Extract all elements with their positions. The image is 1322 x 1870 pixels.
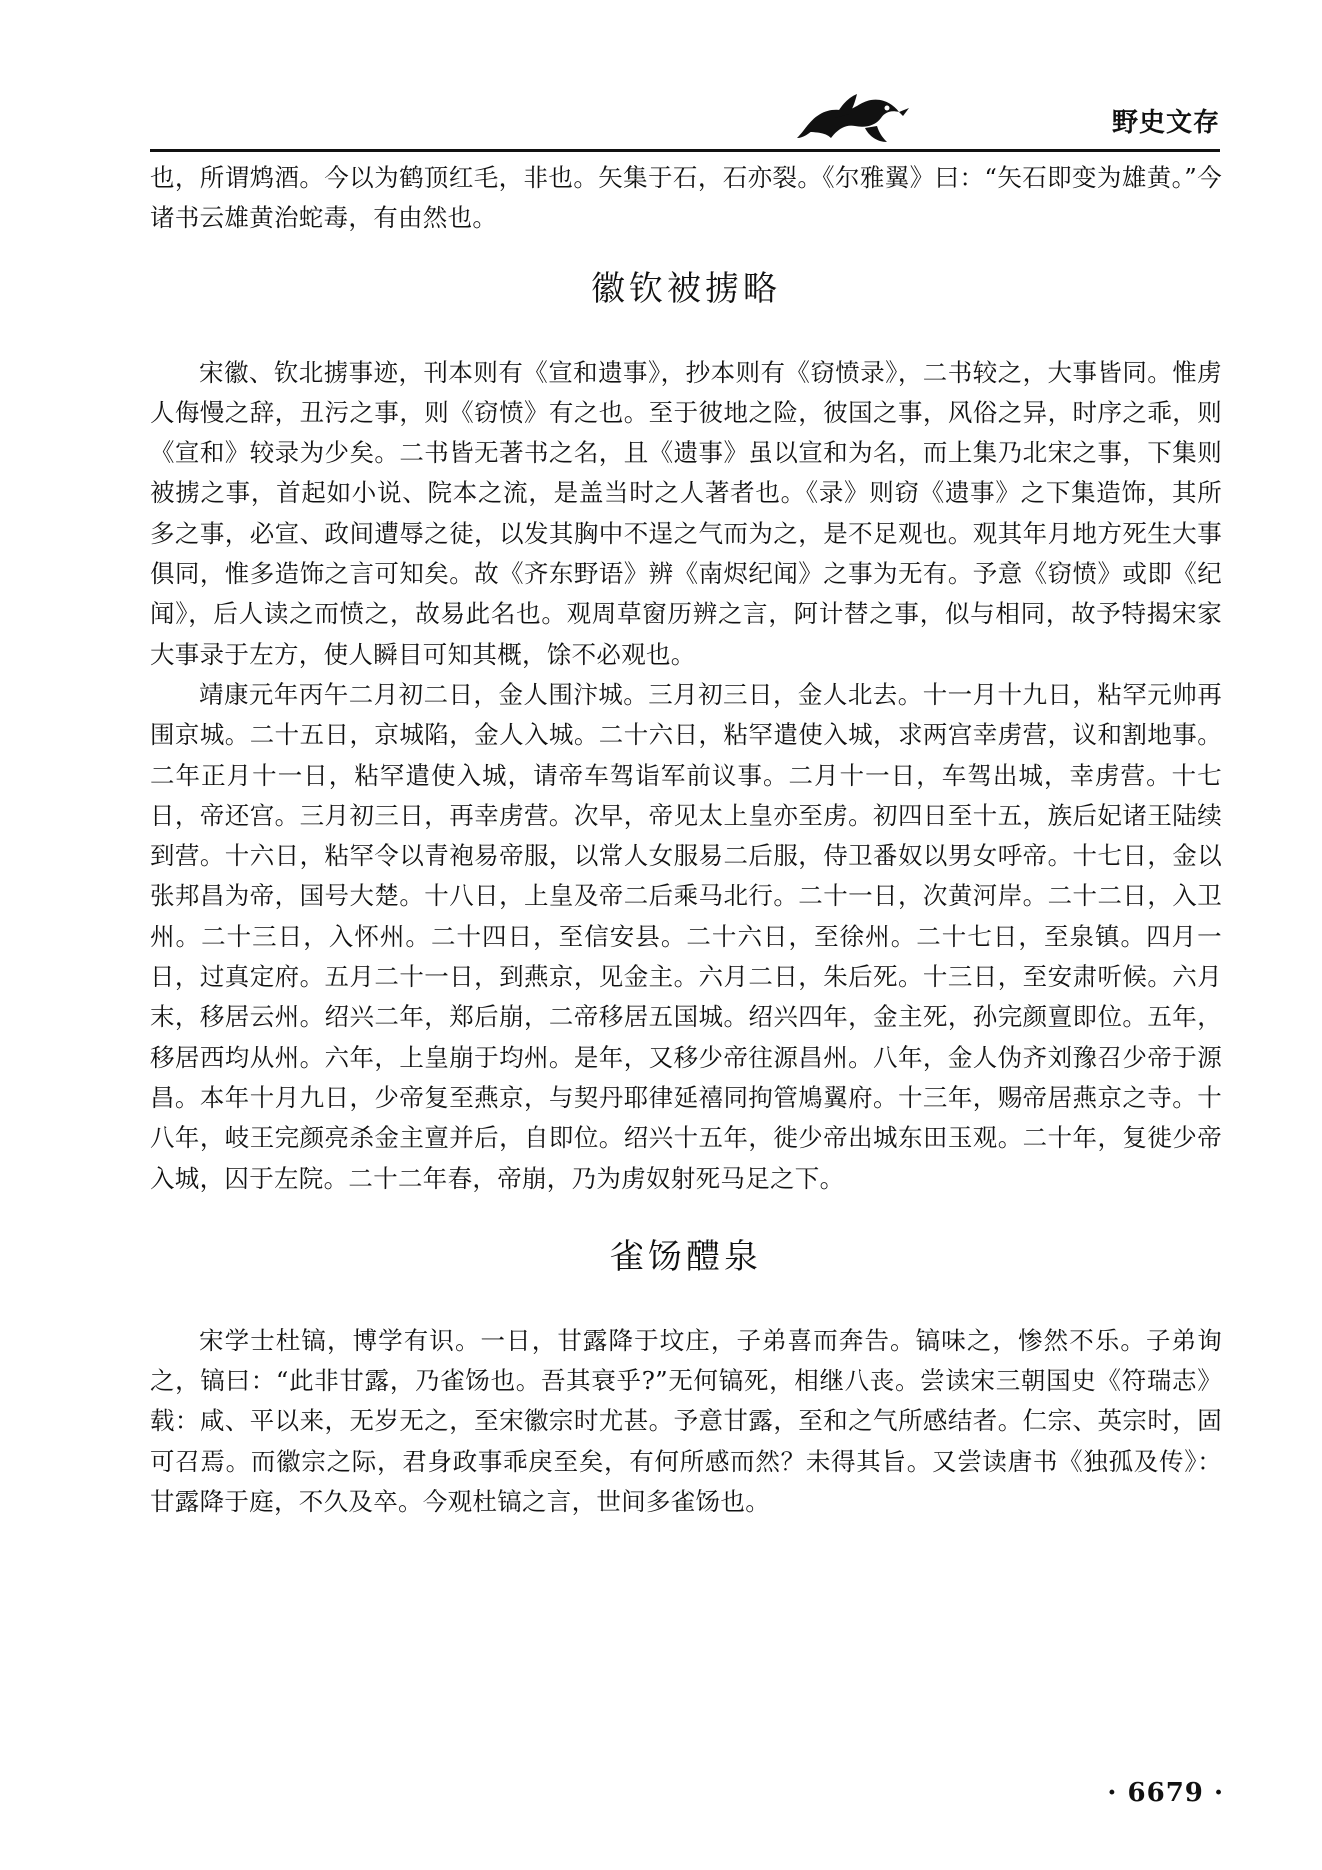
spacer <box>150 1279 1222 1321</box>
body-paragraph: 宋学士杜镐，博学有识。一日，甘露降于坟庄，子弟喜而奔告。镐味之，惨然不乐。子弟询之，镐曰：“此非甘露，乃雀饧也。吾其衰乎?”无何镐死，相继八丧。尝读宋三朝国史《符瑞志》载：咸、平以来，无岁无之，至宋徽宗时尤甚。予意甘露，至和之气所感结者。仁宗、英宗时，固可召焉。而徽宗之际，君身政事乖戾至矣，有何所感而然？未得其旨。又尝读唐书《独孤及传》：甘露降于庭，不久及卒。今观杜镐之言，世间多雀饧也。 <box>150 1325 1222 1517</box>
body-paragraph: 靖康元年丙午二月初二日，金人围汴城。三月初三日，金人北去。十一月十九日，粘罕元帅再围京城。二十五日，京城陷，金人入城。二十六日，粘罕遣使入城，求两宫幸虏营，议和割地事。二年正月十一日，粘罕遣使入城，请帝车驾诣军前议事。二月十一日，车驾出城，幸虏营。十七日，帝还宫。三月初三日，再幸虏营。次早，帝见太上皇亦至虏。初四日至十五，族后妃诸王陆续到营。十六日，粘罕令以青袍易帝服，以常人女服易二后服，侍卫番奴以男女呼帝。十七日，金以张邦昌为帝，国号大楚。十八日，上皇及帝二后乘马北行。二十一日，次黄河岸。二十二日，入卫州。二十三日，入怀州。二十四日，至信安县。二十六日，至徐州。二十七日，至泉镇。四月一日，过真定府。五月二十一日，到燕京，见金主。六月二日，朱后死。十三日，至安肃听候。六月末，移居云州。绍兴二年，郑后崩，二帝移居五国城。绍兴四年，金主死，孙完颜亶即位。五年，移居西均从州。六年，上皇崩于均州。是年，又移少帝往源昌州。八年，金人伪齐刘豫召少帝于源昌。本年十月九日，少帝复至燕京，与契丹耶律延禧同拘管鳩翼府。十三年，赐帝居燕京之寺。十八年，岐王完颜亮杀金主亶并后，自即位。绍兴十五年，徙少帝出城东田玉观。二十年，复徙少帝入城，囚于左院。二十二年春，帝崩，乃为虏奴射死马足之下。 <box>150 679 1222 1193</box>
spacer <box>150 1199 1222 1235</box>
page-content <box>150 158 1222 1522</box>
spacer <box>150 311 1222 353</box>
header-rule <box>150 149 1220 152</box>
section-title-queyang: 雀饧醴泉 <box>610 1236 762 1277</box>
series-title: 野史文存 <box>1111 108 1220 138</box>
page-number: · 6679 · <box>1107 1778 1224 1808</box>
spacer <box>150 239 1222 267</box>
intro-paragraph: 也，所谓鸩酒。今以为鹤顶红毛，非也。矢集于石，石亦裂。《尔雅翼》曰：“矢石即变为雄黄。”今诸书云雄黄治蛇毒，有由然也。 <box>150 163 1222 233</box>
section-title-huiqin: 徽钦被掳略 <box>591 268 781 309</box>
dragon-emblem-icon <box>795 88 915 146</box>
body-paragraph: 宋徽、钦北掳事迹，刊本则有《宣和遗事》，抄本则有《窃愤录》，二书较之，大事皆同。惟虏人侮慢之辞，丑污之事，则《窃愤》有之也。至于彼地之险，彼国之事，风俗之异，时序之乖，则《宣和》较录为少矣。二书皆无著书之名，且《遗事》虽以宣和为名，而上集乃北宋之事，下集则被掳之事，首起如小说、院本之流，是盖当时之人著者也。《录》则窃《遗事》之下集造饰，其所多之事，必宣、政间遭辱之徒，以发其胸中不逞之气而为之，是不足观也。观其年月地方死生大事俱同，惟多造饰之言可知矣。故《齐东野语》辨《南烬纪闻》之事为无有。予意《窃愤》或即《纪闻》，后人读之而愤之，故易此名也。观周草窗历辨之言，阿计替之事，似与相同，故予特揭宋家大事录于左方，使人瞬目可知其概，馀不必观也。 <box>150 357 1222 669</box>
page-header <box>150 88 1220 152</box>
